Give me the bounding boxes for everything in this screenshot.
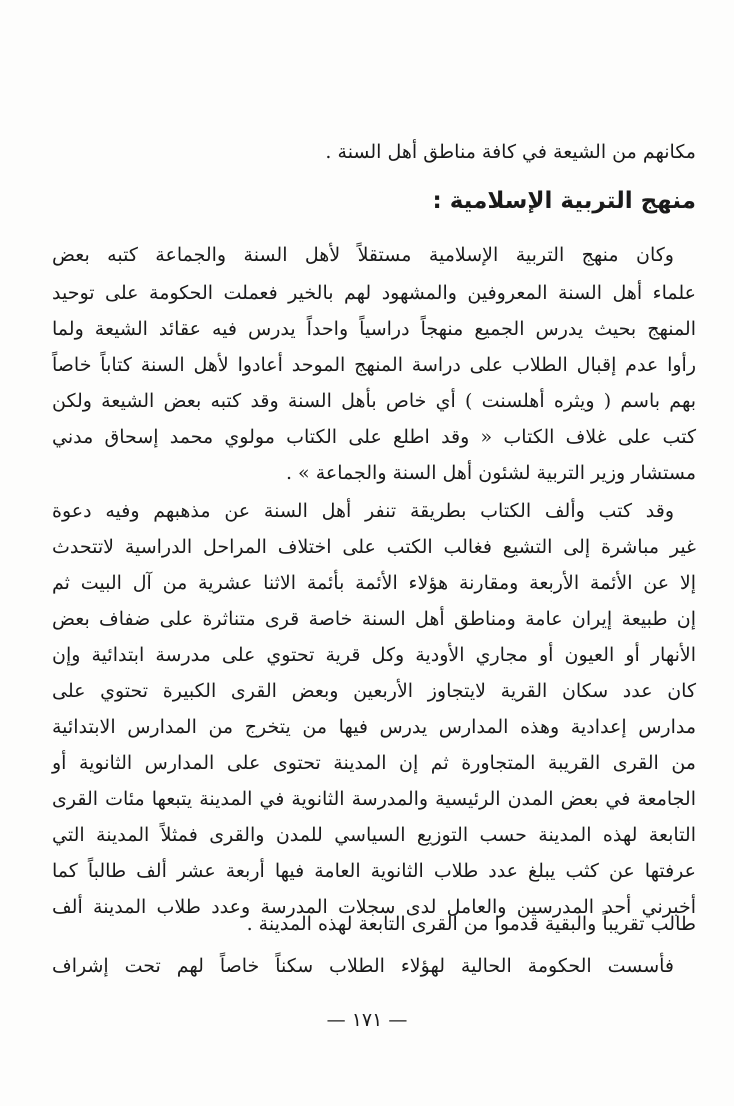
text-line: أخبرني أحد المدرسين والعامل لدى سجلات المدرسة وعدد طلاب المدينة ألف — [52, 896, 696, 918]
text-line: رأوا عدم إقبال الطلاب على دراسة المنهج الموحد أعادوا لأهل السنة كتاباً خاصاً — [52, 354, 696, 376]
text-line: علماء أهل السنة المعروفين والمشهود لهم بالخير فعملت الحكومة على توحيد — [52, 282, 696, 304]
text-line: كتب على غلاف الكتاب « وقد اطلع على الكتاب مولوي محمد إسحاق مدني — [52, 426, 696, 448]
text-line: طالب تقريباً والبقية قدموا من القرى التابعة لهذه المدينة . — [246, 913, 696, 935]
text-line: وكان منهج التربية الإسلامية مستقلاً لأهل السنة والجماعة كتبه بعض — [52, 244, 674, 266]
text-line: كان عدد سكان القرية لايتجاوز الأربعين وبعض القرى الكبيرة تحتوي على — [52, 680, 696, 702]
text-line: مستشار وزير التربية لشئون أهل السنة والجماعة » . — [285, 462, 696, 484]
text-line: الأنهار أو العيون أو مجاري الأودية وكل قرية تحتوي على مدرسة ابتدائية وإن — [52, 644, 696, 666]
text-line: إلا عن الأئمة الأربعة ومقارنة هؤلاء الأئمة بأئمة الاثنا عشرية من آل البيت ثم — [52, 572, 696, 594]
text-line: عرفتها عن كثب يبلغ عدد طلاب الثانوية العامة فيها أربعة عشر ألف طالباً كما — [52, 860, 696, 882]
text-line: فأسست الحكومة الحالية لهؤلاء الطلاب سكناً خاصاً لهم تحت إشراف — [52, 955, 674, 977]
text-line: التابعة لهذه المدينة حسب التوزيع السياسي للمدن والقرى فمثلاً المدينة التي — [52, 824, 696, 846]
section-heading: منهج التربية الإسلامية : — [432, 188, 696, 214]
text-line: بهم باسم ( ويثره أهلسنت ) أي خاص بأهل السنة وقد كتبه بعض الشيعة ولكن — [52, 390, 696, 412]
text-line: مدارس إعدادية وهذه المدارس يدرس فيها من يتخرج من المدارس الابتدائية — [52, 716, 696, 738]
text-line: وقد كتب وألف الكتاب بطريقة تنفر أهل السنة عن مذهبهم وفيه دعوة — [52, 500, 674, 522]
page-number: — ١٧١ — — [326, 1009, 408, 1031]
text-line: غير مباشرة إلى التشيع فغالب الكتب على اختلاف المراحل الدراسية لاتتحدث — [52, 536, 696, 558]
text-line: من القرى القريبة المتجاورة ثم إن المدينة تحتوى على المدارس الثانوية أو — [52, 752, 696, 774]
text-line: مكانهم من الشيعة في كافة مناطق أهل السنة . — [325, 141, 696, 163]
text-line: المنهج بحيث يدرس الجميع منهجاً دراسياً واحداً يدرس فيه عقائد الشيعة ولما — [52, 318, 696, 340]
text-line: إن طبيعة إيران عامة ومناطق أهل السنة خاصة قرى متناثرة على ضفاف بعض — [52, 608, 696, 630]
text-line: الجامعة في بعض المدن الرئيسية والمدرسة الثانوية في المدينة يتبعها مئات القرى — [52, 788, 696, 810]
